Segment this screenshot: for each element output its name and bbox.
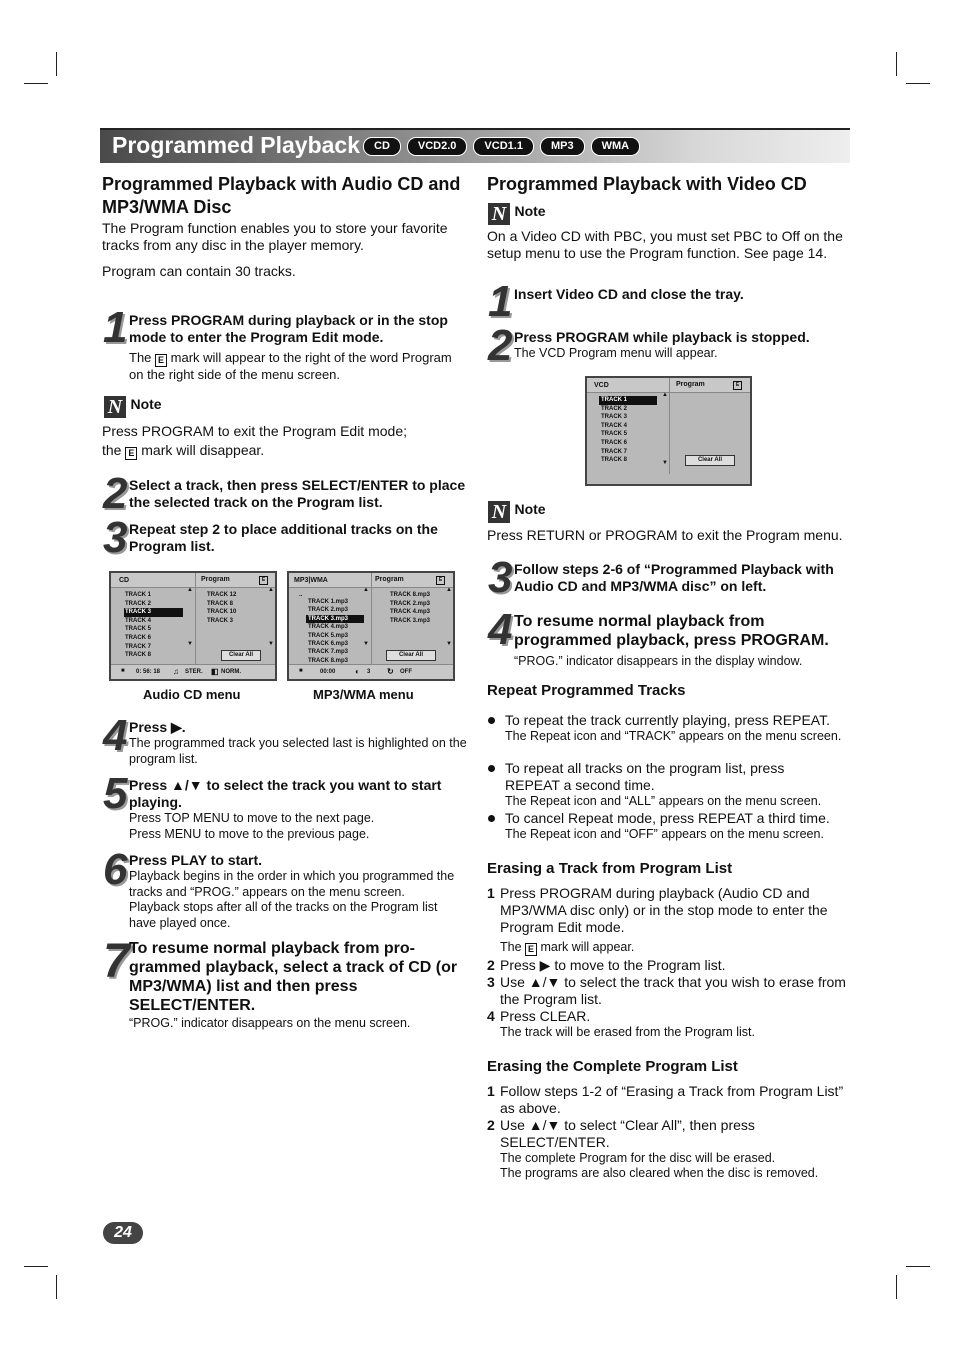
disc-icon: ◐ [355,667,360,676]
program-track[interactable]: TRACK 8.mp3 [390,592,431,598]
scroll-up-icon[interactable]: ▲ [187,587,193,593]
menu-track-selected[interactable]: TRACK 3.mp3 [306,615,364,624]
step-body: The VCD Program menu will appear. [514,346,718,360]
menu-folder-up[interactable]: .. [299,592,303,598]
bullet-icon [488,717,495,724]
menu-track[interactable]: TRACK 5 [601,431,628,438]
menu-track[interactable]: TRACK 5.mp3 [308,632,349,639]
note-text: Press RETURN or PROGRAM to exit the Program menu. [487,527,843,543]
note-label: Note [130,396,162,412]
bullet-subtext: The Repeat icon and “ALL” appears on the menu screen. [505,794,822,808]
page-title: Programmed Playback [112,132,361,158]
scroll-down-icon[interactable]: ▼ [446,641,452,647]
badge-cd: CD [363,137,401,156]
step-title: Repeat step 2 to place additional tracks on the Program list. [129,521,438,554]
mp3-wma-menu-caption: MP3/WMA menu [313,687,414,702]
step-title: Press ▲/▼ to select the track you want to start playing. [129,777,442,810]
menu-track-selected[interactable]: TRACK 3 [124,608,183,617]
note-text: On a Video CD with PBC, you must set PBC to Off on the setup menu to use the Program function. See page 14. [487,228,843,261]
step-number: 7 [103,935,128,988]
crop-mark [24,83,48,84]
step-number: 5 [103,769,126,818]
text: The [129,350,152,365]
clear-all-button[interactable]: Clear All [685,455,735,466]
bullet-subtext: The Repeat icon and “OFF” appears on the menu screen. [505,827,824,841]
step-body: Press TOP MENU to move to the next page. [129,811,375,825]
badge-vcd20: VCD2.0 [407,137,468,156]
section-heading: Erasing a Track from Program List [487,860,733,877]
bullet-icon [488,815,495,822]
program-track[interactable]: TRACK 3 [207,617,234,624]
menu-track[interactable]: TRACK 4.mp3 [308,624,349,631]
step-body: “PROG.” indicator disappears on the menu screen. [129,1016,411,1030]
list-text: Follow steps 1-2 of “Erasing a Track from Program List” as above. [500,1083,844,1116]
text: mark will appear to the right of the word Program on the right side of the menu screen. [129,350,452,382]
crop-mark [56,1275,57,1299]
stop-icon: ■ [299,668,303,674]
crop-mark [896,1275,897,1299]
text: The [500,940,522,954]
clear-all-button[interactable]: Clear All [221,650,261,661]
mp3-wma-menu-screen [287,571,455,681]
note-text-2 [102,442,472,460]
scroll-down-icon[interactable]: ▼ [268,641,274,647]
program-track[interactable]: TRACK 2.mp3 [390,600,431,607]
left-heading: Programmed Playback with Audio CD and MP3/WMA Disc [102,174,461,217]
badge-wma: WMA [591,137,641,156]
audio-cd-menu-caption: Audio CD menu [143,687,241,702]
text: the [102,442,122,458]
bullet-text: To cancel Repeat mode, press REPEAT a third time. [505,810,830,826]
step-number: 6 [103,845,126,894]
audio-channel-icon: ♫ [173,667,179,676]
menu-track[interactable]: TRACK 1 [125,592,152,598]
badge-vcd11: VCD1.1 [473,137,534,156]
stop-icon: ■ [121,668,125,674]
list-text: Use ▲/▼ to select “Clear All”, then press SELECT/ENTER. [500,1117,755,1150]
menu-track[interactable]: TRACK 7 [125,643,152,650]
menu-track[interactable]: TRACK 2.mp3 [308,607,349,614]
menu-left-title: MP3|WMA [294,577,328,584]
list-text: Press ▶ to move to the Program list. [500,957,726,973]
page-header [100,128,850,163]
vcd-menu-screen [585,376,752,486]
program-track[interactable]: TRACK 3.mp3 [390,617,431,624]
step-body-2: Press MENU to move to the previous page. [129,827,370,841]
menu-left-title: CD [119,577,130,584]
crop-mark [906,83,930,84]
menu-track[interactable]: TRACK 8.mp3 [308,657,349,664]
stereo-label: STER. [185,669,203,675]
list-text: Press CLEAR. [500,1008,591,1024]
menu-track[interactable]: TRACK 4 [125,617,152,624]
step-title: Follow steps 2-6 of “Programmed Playback with Audio CD and MP3/WMA disc” on left. [514,561,834,594]
note-label: Note [514,501,546,517]
bullet-icon [488,765,495,772]
step-title: Press PROGRAM while playback is stopped. [514,329,810,345]
step-number: 2 [103,469,126,518]
program-edit-mark-icon: E [436,576,445,585]
menu-track[interactable]: TRACK 4 [601,422,628,429]
audio-cd-menu-screen [109,571,277,681]
left-intro-2: Program can contain 30 tracks. [102,263,296,279]
menu-track[interactable]: TRACK 6 [125,635,152,641]
list-number: 1 [487,1083,495,1099]
text: mark will disappear. [141,442,265,458]
step-title: To resume normal playback from programmed playback, press PROGRAM. [514,613,829,649]
program-edit-mark-icon: E [733,381,742,390]
program-edit-mark-icon: E [525,943,537,956]
list-number: 4 [487,1008,495,1024]
right-heading: Programmed Playback with Video CD [487,174,807,194]
menu-footer [289,664,453,679]
list-subtext [500,940,845,956]
menu-track[interactable]: TRACK 6 [601,440,628,446]
time-readout: 00:00 [320,669,336,675]
clear-all-button[interactable]: Clear All [386,650,436,661]
step-title: Insert Video CD and close the tray. [514,286,744,302]
step-title: Select a track, then press SELECT/ENTER to place the selected track on the Program list. [129,477,466,510]
crop-mark [56,52,57,76]
step-title: Press ▶. [129,719,186,735]
list-number: 1 [487,885,495,901]
list-subtext: The track will be erased from the Program list. [500,1025,755,1039]
step-body: Playback begins in the order in which you programmed the tracks and “PROG.” appears on the menu screen. Playback stops after all of the tracks on the Program list have played once. [129,869,455,930]
note-label: Note [514,203,546,219]
step-body: “PROG.” indicator disappears in the display window. [514,654,803,668]
note-icon: N [488,501,510,523]
repeat-icon: ↻ [387,667,394,676]
menu-right-title: Program [375,576,404,583]
track-count: 3 [367,669,371,675]
step-number: 4 [488,605,511,654]
repeat-status: OFF [400,669,412,675]
step-number: 3 [488,553,511,602]
step-number: 1 [488,277,511,326]
note-block [488,203,546,225]
section-heading: Erasing the Complete Program List [487,1058,738,1075]
program-edit-mark-icon: E [155,354,167,367]
time-readout: 0: 56: 18 [136,669,161,675]
step-title: Press PLAY to start. [129,852,263,868]
menu-track[interactable]: TRACK 7.mp3 [308,649,349,656]
step-number: 1 [103,303,126,352]
menu-left-title: VCD [594,382,609,389]
list-subtext-2: The programs are also cleared when the disc is removed. [500,1166,819,1180]
menu-track-selected[interactable]: TRACK 1 [599,396,657,405]
list-number: 3 [487,974,495,990]
note-icon: N [104,396,126,418]
step-number: 4 [103,711,126,760]
program-track[interactable]: TRACK 8 [207,600,234,607]
crop-mark [896,52,897,76]
menu-track[interactable]: TRACK 1.mp3 [308,599,349,605]
step-title: Press PROGRAM during playback or in the stop mode to enter the Program Edit mode. [129,312,448,345]
menu-right-title: Program [676,381,705,388]
left-intro: The Program function enables you to store your favorite tracks from any disc in the player memory. [102,220,448,253]
crop-mark [24,1266,48,1267]
divider [371,573,372,669]
menu-track[interactable]: TRACK 2 [601,405,628,412]
menu-track[interactable]: TRACK 8 [125,652,152,659]
bullet-subtext: The Repeat icon and “TRACK” appears on the menu screen. [505,729,842,743]
program-edit-mark-icon: E [259,576,268,585]
step-title: To resume normal playback from pro-grammed playback, select a track of CD (or MP3/WMA) list and then press SELECT/ENTER. [129,940,458,1014]
note-icon: N [488,203,510,225]
step-number: 2 [488,321,511,370]
note-text: Press PROGRAM to exit the Program Edit mode; [102,423,407,439]
speaker-icon: ◧ [211,667,219,676]
badge-mp3: MP3 [540,137,585,156]
section-heading: Repeat Programmed Tracks [487,682,686,699]
bullet-text: To repeat all tracks on the program list, press REPEAT a second time. [505,760,785,793]
list-subtext: The complete Program for the disc will be erased. [500,1151,776,1165]
menu-header [111,573,275,588]
sound-mode-label: NORM. [221,669,241,675]
scroll-down-icon[interactable]: ▼ [363,641,369,647]
scroll-up-icon[interactable]: ▲ [268,587,274,593]
step-number: 3 [103,513,126,562]
scroll-up-icon[interactable]: ▲ [363,587,369,593]
scroll-up-icon[interactable]: ▲ [446,587,452,593]
menu-track[interactable]: TRACK 8 [601,457,628,464]
scroll-down-icon[interactable]: ▼ [662,460,668,466]
program-track[interactable]: TRACK 10 [207,609,237,616]
menu-track[interactable]: TRACK 2 [125,600,152,607]
crop-mark [906,1266,930,1267]
note-block [488,501,546,523]
menu-track[interactable]: TRACK 7 [601,448,628,455]
program-track[interactable]: TRACK 12 [207,592,237,598]
program-edit-mark-icon: E [125,447,137,460]
bullet-text: To repeat the track currently playing, press REPEAT. [505,712,830,728]
disc-badges [363,137,640,156]
menu-track[interactable]: TRACK 3 [601,414,628,421]
menu-right-title: Program [201,576,230,583]
divider [195,573,196,669]
list-text: Press PROGRAM during playback (Audio CD and MP3/WMA disc only) or in the stop mode to enter the Program Edit mode. [500,885,828,935]
program-track[interactable]: TRACK 4.mp3 [390,609,431,616]
scroll-up-icon[interactable]: ▲ [662,392,668,398]
menu-track[interactable]: TRACK 6.mp3 [308,641,349,647]
list-number: 2 [487,1117,495,1133]
step-body [129,350,469,383]
scroll-down-icon[interactable]: ▼ [187,641,193,647]
menu-footer [111,664,275,679]
divider [669,378,670,474]
step-body: The programmed track you selected last is highlighted on the program list. [129,736,467,766]
list-number: 2 [487,957,495,973]
text: mark will appear. [540,940,635,954]
list-text: Use ▲/▼ to select the track that you wish to erase from the Program list. [500,974,846,1007]
note-block [104,396,162,418]
page-number: 24 [103,1222,143,1244]
menu-track[interactable]: TRACK 5 [125,626,152,633]
